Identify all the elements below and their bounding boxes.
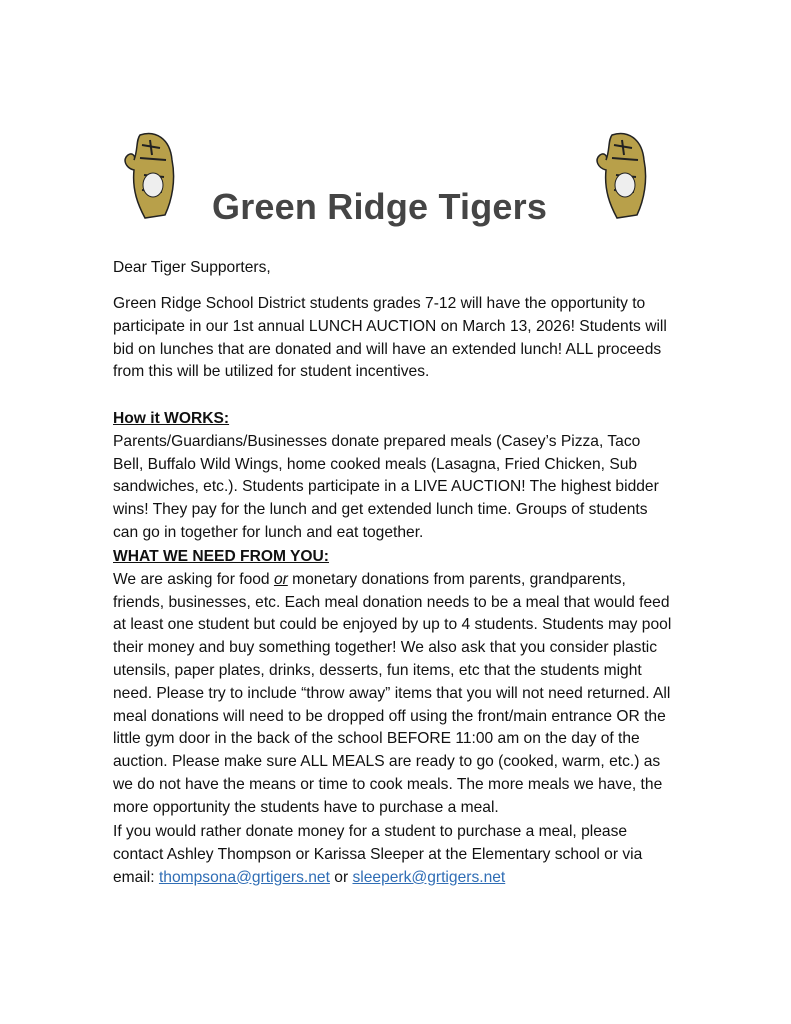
text-line: Green Ridge School District students grades 7-12 will have the opportunity to <box>113 295 646 312</box>
text-line: their money and buy something together! We also ask that you consider plastic <box>113 639 658 657</box>
page-title: Green Ridge Tigers <box>212 186 548 227</box>
text-line: from this will be utilized for student incentives. <box>113 363 430 381</box>
text-line: If you would rather donate money for a student to purchase a meal, please <box>113 823 628 840</box>
tiger-logo-right <box>592 130 654 220</box>
text: or <box>329 868 353 886</box>
email-link-sleeper[interactable]: sleeperk@grtigers.net <box>352 868 506 886</box>
contact-paragraph <box>113 821 642 889</box>
text-line: little gym door in the back of the school BEFORE 11:00 am on the day of the <box>113 730 640 748</box>
text-line: contact Ashley Thompson or Karissa Sleeper at the Elementary school or via <box>113 845 643 863</box>
text-line: meal donations will need to be dropped off using the front/main entrance OR the <box>113 707 666 725</box>
text-line: utensils, paper plates, drinks, desserts, fun items, etc that the students might <box>113 661 642 679</box>
text-line: need. Please try to include “throw away” items that you will not need returned. All <box>113 684 671 702</box>
text: monetary donations from parents, grandparents, <box>287 570 626 588</box>
text-line: Bell, Buffalo Wild Wings, home cooked meals (Lasagna, Fried Chicken, Sub <box>113 455 638 473</box>
email-label: email: <box>113 868 159 886</box>
what-we-need-section <box>113 546 671 820</box>
text-line: sandwiches, etc.). Students participate in a LIVE AUCTION! The highest bidder <box>113 478 659 496</box>
how-it-works-section <box>113 408 659 545</box>
text-line: we do not have the means or time to cook meals. The more meals we have, the <box>113 775 663 793</box>
greeting: Dear Tiger Supporters, <box>113 259 271 276</box>
text-line: Parents/Guardians/Businesses donate prepared meals (Casey’s Pizza, Taco <box>113 432 641 450</box>
text-line: auction. Please make sure ALL MEALS are ready to go (cooked, warm, etc.) as <box>113 753 661 771</box>
email-link-thompson[interactable]: thompsona@grtigers.net <box>158 868 330 886</box>
text-line: can go in together for lunch and eat together. <box>113 523 424 541</box>
section-heading: How it WORKS: <box>113 410 230 427</box>
text: We are asking for food <box>113 570 274 588</box>
text-line: wins! They pay for the lunch and get extended lunch time. Groups of students <box>113 501 648 519</box>
section-heading: WHAT WE NEED FROM YOU: <box>113 548 329 565</box>
text-line <box>113 867 642 890</box>
text-line: friends, businesses, etc. Each meal donation needs to be a meal that would feed <box>113 593 670 611</box>
text-line: more opportunity the students have to purchase a meal. <box>113 798 499 816</box>
text-line <box>113 569 671 592</box>
tiger-logo-left <box>120 130 182 220</box>
text-line: participate in our 1st annual LUNCH AUCTION on March 13, 2026! Students will <box>113 317 667 335</box>
text-line: bid on lunches that are donated and will have an extended lunch! ALL proceeds <box>113 340 662 358</box>
text-line: at least one student but could be enjoyed by up to 4 students. Students may pool <box>113 616 672 634</box>
intro-paragraph <box>113 293 667 384</box>
emphasis-or: or <box>273 570 288 588</box>
